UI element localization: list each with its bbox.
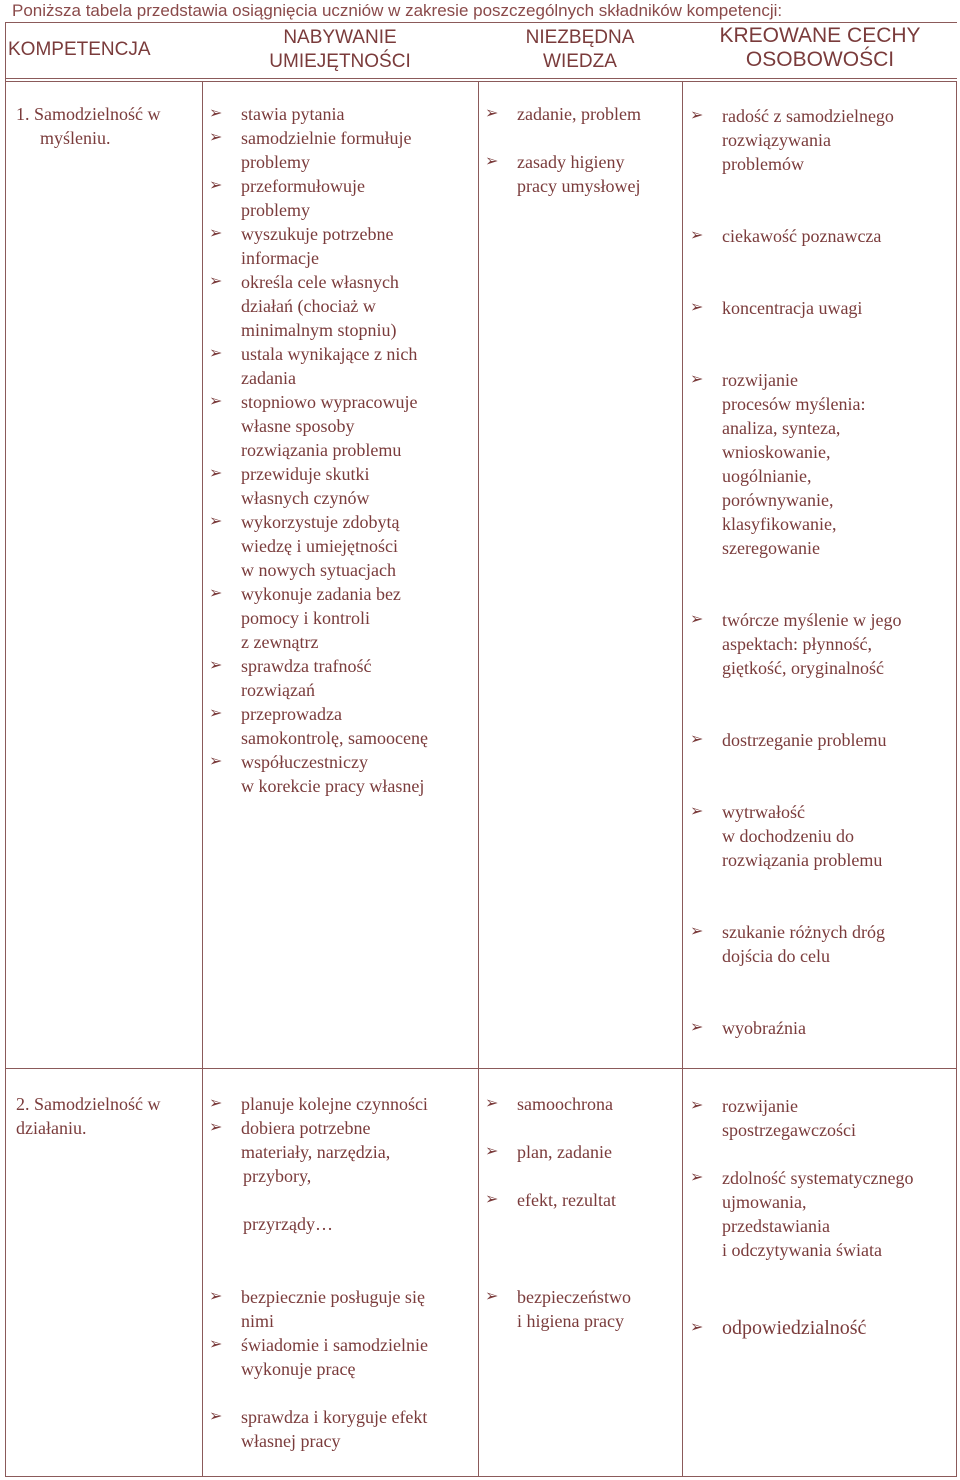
- umiejetnosci-extra-line1: przybory,: [243, 1166, 312, 1186]
- list-item: [688, 368, 954, 560]
- row2-cechy-list-b: [688, 1316, 954, 1340]
- arrowhead-bullet-icon: ➢: [209, 225, 223, 242]
- list-item: [207, 102, 477, 126]
- header-wiedza-line2: WIEDZA: [543, 51, 617, 72]
- list-item-line: rozwijanie: [722, 1096, 798, 1116]
- arrowhead-bullet-icon: ➢: [690, 371, 704, 388]
- arrowhead-bullet-icon: ➢: [209, 513, 223, 530]
- intro-text: Poniższa tabela przedstawia osiągnięcia uczniów w zakresie poszczególnych składników kompetencji:: [12, 1, 783, 20]
- list-item-line: w korekcie pracy własnej: [241, 776, 425, 796]
- arrowhead-bullet-icon: ➢: [209, 1408, 223, 1425]
- list-item-line: przeformułowuje: [241, 176, 365, 196]
- list-item-line: w dochodzeniu do: [722, 826, 854, 846]
- list-item: [688, 800, 954, 872]
- arrowhead-bullet-icon: ➢: [485, 153, 499, 170]
- arrowhead-bullet-icon: ➢: [209, 1095, 223, 1112]
- row2-wiedza-list-b: [483, 1285, 679, 1333]
- arrowhead-bullet-icon: ➢: [485, 1191, 499, 1208]
- list-item-line: przeprowadza: [241, 704, 342, 724]
- arrowhead-bullet-icon: ➢: [690, 107, 704, 124]
- list-item: [688, 728, 954, 752]
- header-bottom-border-2: [5, 81, 957, 82]
- table-top-border: [5, 22, 957, 23]
- list-item-line: własnej pracy: [241, 1431, 341, 1451]
- arrowhead-bullet-icon: ➢: [690, 299, 704, 316]
- header-nabywanie-line2: UMIEJĘTNOŚCI: [269, 51, 411, 72]
- list-item-line: i higiena pracy: [517, 1311, 624, 1331]
- list-item-line: wykonuje zadania bez: [241, 584, 401, 604]
- list-spacer: [688, 248, 954, 296]
- list-item: [688, 104, 954, 176]
- row1-umiejetnosci-list: [207, 102, 477, 798]
- arrowhead-bullet-icon: ➢: [209, 1336, 223, 1353]
- header-cechy: [684, 24, 956, 72]
- list-item-line: wykorzystuje zdobytą: [241, 512, 400, 532]
- arrowhead-bullet-icon: ➢: [209, 105, 223, 122]
- row2-kompetencja: [16, 1092, 200, 1140]
- list-item-line: wyobraźnia: [722, 1018, 806, 1038]
- table-left-border: [5, 22, 6, 1477]
- list-item-line: rozwiązania problemu: [722, 850, 883, 870]
- header-nabywanie-line1: NABYWANIE: [283, 27, 397, 48]
- list-spacer: [688, 680, 954, 728]
- row2-umiejetnosci-list-b: [207, 1285, 477, 1381]
- list-item-line: rozwijanie: [722, 370, 798, 390]
- list-item-line: pracy umysłowej: [517, 176, 641, 196]
- list-item: [688, 608, 954, 680]
- list-item-line: samoochrona: [517, 1094, 613, 1114]
- list-spacer: [483, 126, 679, 150]
- row2-wiedza-list-a: [483, 1092, 679, 1212]
- list-item-line: efekt, rezultat: [517, 1190, 616, 1210]
- arrowhead-bullet-icon: ➢: [209, 393, 223, 410]
- header-cechy-line1: KREOWANE CECHY: [719, 24, 921, 47]
- list-item-line: nimi: [241, 1311, 275, 1331]
- arrowhead-bullet-icon: ➢: [209, 753, 223, 770]
- list-item-line: zadanie, problem: [517, 104, 641, 124]
- list-item: [207, 750, 477, 798]
- list-item-line: stopniowo wypracowuje: [241, 392, 418, 412]
- list-item-line: bezpieczeństwo: [517, 1287, 631, 1307]
- header-cechy-line2: OSOBOWOŚCI: [745, 48, 895, 71]
- row2-umiejetnosci-list-a: [207, 1092, 477, 1164]
- list-item-line: ustala wynikające z nich: [241, 344, 418, 364]
- list-item-line: zasady higieny: [517, 152, 625, 172]
- list-item-line: minimalnym stopniu): [241, 320, 397, 340]
- list-item-line: i odczytywania świata: [722, 1240, 882, 1260]
- arrowhead-bullet-icon: ➢: [485, 105, 499, 122]
- list-item-line: wiedzę i umiejętności: [241, 536, 398, 556]
- list-item: [207, 1333, 477, 1381]
- arrowhead-bullet-icon: ➢: [209, 705, 223, 722]
- list-item-line: plan, zadanie: [517, 1142, 612, 1162]
- row-divider: [5, 1068, 957, 1069]
- list-item-line: sprawdza i koryguje efekt: [241, 1407, 428, 1427]
- list-spacer: [483, 1164, 679, 1188]
- list-item-line: świadomie i samodzielnie: [241, 1335, 428, 1355]
- list-item-line: planuje kolejne czynności: [241, 1094, 428, 1114]
- list-item-line: działań (chociaż w: [241, 296, 376, 316]
- list-item: [207, 510, 477, 582]
- list-item-line: dobiera potrzebne: [241, 1118, 371, 1138]
- list-item-line: rozwiązania problemu: [241, 440, 402, 460]
- list-item-line: wyszukuje potrzebne: [241, 224, 394, 244]
- list-item-line: współuczestniczy: [241, 752, 368, 772]
- arrowhead-bullet-icon: ➢: [690, 1319, 704, 1336]
- list-item-line: stawia pytania: [241, 104, 345, 124]
- table-right-border: [956, 82, 957, 1477]
- row2-umiejetnosci-list-c: [207, 1405, 477, 1453]
- list-item: [483, 1285, 679, 1333]
- arrowhead-bullet-icon: ➢: [485, 1095, 499, 1112]
- header-wiedza-line1: NIEZBĘDNA: [525, 27, 635, 48]
- list-item-line: uogólnianie,: [722, 466, 812, 486]
- list-item: [207, 462, 477, 510]
- list-spacer: [688, 320, 954, 368]
- arrowhead-bullet-icon: ➢: [485, 1143, 499, 1160]
- list-spacer: [688, 1142, 954, 1166]
- list-item: [207, 342, 477, 390]
- header-kompetencja: [8, 38, 172, 62]
- table-bottom-border: [5, 1476, 957, 1477]
- list-item-line: wykonuje pracę: [241, 1359, 356, 1379]
- list-item-line: samodzielnie formułuje: [241, 128, 412, 148]
- list-item-line: pomocy i kontroli: [241, 608, 370, 628]
- list-item-line: własnych czynów: [241, 488, 370, 508]
- list-item: [207, 174, 477, 222]
- list-item-line: zdolność systematycznego: [722, 1168, 914, 1188]
- list-item: [483, 102, 679, 126]
- list-item: [207, 1285, 477, 1333]
- list-item-line: odpowiedzialność: [722, 1317, 867, 1339]
- list-item: [207, 1405, 477, 1453]
- list-item-line: problemy: [241, 152, 310, 172]
- list-item: [688, 920, 954, 968]
- row2-kompetencja-line1: 2. Samodzielność w: [16, 1094, 161, 1114]
- arrowhead-bullet-icon: ➢: [690, 731, 704, 748]
- list-item: [207, 126, 477, 174]
- list-item-line: wnioskowanie,: [722, 442, 831, 462]
- list-item-line: sprawdza trafność: [241, 656, 372, 676]
- header-nabywanie: [205, 26, 475, 74]
- list-item-line: giętkość, oryginalność: [722, 658, 884, 678]
- list-spacer: [688, 176, 954, 224]
- list-item: [207, 270, 477, 342]
- arrowhead-bullet-icon: ➢: [690, 1019, 704, 1036]
- list-item: [483, 150, 679, 198]
- list-item: [688, 296, 954, 320]
- list-item: [207, 222, 477, 270]
- spacer: [243, 1188, 473, 1212]
- list-item: [688, 1016, 954, 1040]
- arrowhead-bullet-icon: ➢: [209, 465, 223, 482]
- list-item-line: szukanie różnych dróg: [722, 922, 885, 942]
- arrowhead-bullet-icon: ➢: [209, 1119, 223, 1136]
- list-spacer: [483, 1116, 679, 1140]
- list-item-line: klasyfikowanie,: [722, 514, 837, 534]
- list-item-line: samokontrolę, samoocenę: [241, 728, 428, 748]
- list-spacer: [688, 968, 954, 1016]
- list-item-line: informacje: [241, 248, 319, 268]
- list-item-line: rozwiązań: [241, 680, 315, 700]
- list-item: [207, 1116, 477, 1164]
- arrowhead-bullet-icon: ➢: [690, 923, 704, 940]
- list-item-line: problemy: [241, 200, 310, 220]
- list-item-line: ciekawość poznawcza: [722, 226, 882, 246]
- list-item-line: koncentracja uwagi: [722, 298, 863, 318]
- row1-kompetencja-line1: 1. Samodzielność w: [16, 104, 161, 124]
- row2-umiejetnosci-extra: [243, 1164, 473, 1236]
- list-item: [207, 582, 477, 654]
- list-item: [207, 390, 477, 462]
- column-divider-1: [202, 82, 203, 1477]
- umiejetnosci-extra-line2: przyrządy…: [243, 1214, 333, 1234]
- row1-wiedza-list: [483, 102, 679, 198]
- list-item-line: porównywanie,: [722, 490, 834, 510]
- list-item: [688, 1166, 954, 1262]
- list-item-line: w nowych sytuacjach: [241, 560, 396, 580]
- list-item: [207, 702, 477, 750]
- list-item: [483, 1140, 679, 1164]
- list-spacer: [688, 560, 954, 608]
- arrowhead-bullet-icon: ➢: [209, 129, 223, 146]
- row2-cechy-list-a: [688, 1094, 954, 1262]
- arrowhead-bullet-icon: ➢: [690, 1169, 704, 1186]
- list-item-line: przewiduje skutki: [241, 464, 370, 484]
- column-divider-3: [682, 82, 683, 1477]
- list-item-line: dostrzeganie problemu: [722, 730, 887, 750]
- list-item-line: rozwiązywania: [722, 130, 831, 150]
- arrowhead-bullet-icon: ➢: [209, 345, 223, 362]
- list-item-line: materiały, narzędzia,: [241, 1142, 391, 1162]
- list-spacer: [688, 872, 954, 920]
- arrowhead-bullet-icon: ➢: [690, 803, 704, 820]
- arrowhead-bullet-icon: ➢: [209, 1288, 223, 1305]
- list-item-line: dojścia do celu: [722, 946, 830, 966]
- list-item: [688, 224, 954, 248]
- list-item-line: zadania: [241, 368, 296, 388]
- arrowhead-bullet-icon: ➢: [690, 227, 704, 244]
- arrowhead-bullet-icon: ➢: [690, 1097, 704, 1114]
- list-item-line: własne sposoby: [241, 416, 355, 436]
- list-item-line: z zewnątrz: [241, 632, 319, 652]
- list-item-line: spostrzegawczości: [722, 1120, 856, 1140]
- arrowhead-bullet-icon: ➢: [209, 657, 223, 674]
- header-kompetencja-label: KOMPETENCJA: [8, 39, 151, 60]
- list-item-line: wytrwałość: [722, 802, 805, 822]
- arrowhead-bullet-icon: ➢: [209, 585, 223, 602]
- row1-kompetencja: [16, 102, 200, 150]
- list-item-line: twórcze myślenie w jego: [722, 610, 902, 630]
- row1-kompetencja-line2: myśleniu.: [40, 128, 111, 148]
- list-item: [483, 1092, 679, 1116]
- arrowhead-bullet-icon: ➢: [690, 611, 704, 628]
- header-bottom-border: [5, 78, 957, 79]
- row1-cechy-list: [688, 104, 954, 1040]
- list-item-line: przedstawiania: [722, 1216, 830, 1236]
- column-divider-2: [478, 82, 479, 1477]
- list-item-line: bezpiecznie posługuje się: [241, 1287, 425, 1307]
- list-item: [207, 654, 477, 702]
- header-wiedza: [480, 26, 680, 74]
- list-item-line: szeregowanie: [722, 538, 820, 558]
- list-item: [688, 1316, 954, 1340]
- arrowhead-bullet-icon: ➢: [485, 1288, 499, 1305]
- list-item: [483, 1188, 679, 1212]
- arrowhead-bullet-icon: ➢: [209, 273, 223, 290]
- list-item-line: analiza, synteza,: [722, 418, 841, 438]
- row2-kompetencja-line2: działaniu.: [16, 1118, 87, 1138]
- list-item-line: aspektach: płynność,: [722, 634, 872, 654]
- arrowhead-bullet-icon: ➢: [209, 177, 223, 194]
- list-item-line: problemów: [722, 154, 804, 174]
- list-spacer: [688, 752, 954, 800]
- list-item-line: określa cele własnych: [241, 272, 399, 292]
- list-item-line: procesów myślenia:: [722, 394, 866, 414]
- list-item-line: ujmowania,: [722, 1192, 807, 1212]
- list-item-line: radość z samodzielnego: [722, 106, 894, 126]
- list-item: [207, 1092, 477, 1116]
- list-item: [688, 1094, 954, 1142]
